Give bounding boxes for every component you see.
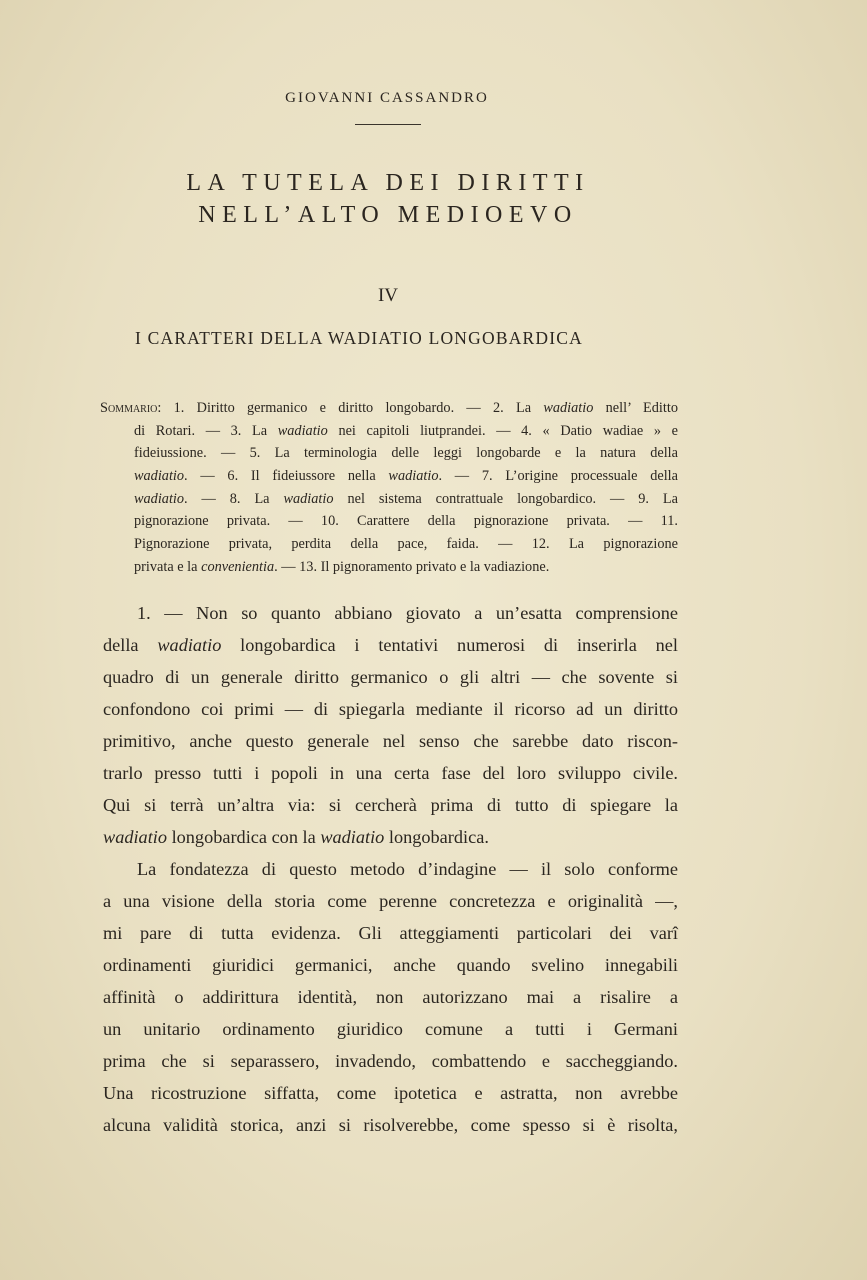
text-line bbox=[103, 1109, 678, 1141]
text-segment: . — 7. L’origine processuale della bbox=[438, 468, 678, 485]
text-line bbox=[103, 1045, 678, 1077]
text-segment: trarlo presso tutti i popoli in una certa fase del loro sviluppo civile. bbox=[103, 763, 678, 783]
text-segment: longobardica. bbox=[384, 827, 489, 847]
italic-term: wadiatio bbox=[134, 490, 185, 507]
text-line bbox=[103, 981, 678, 1013]
text-segment: Qui si terrà un’altra via: si cercherà prima di tutto di spiegare la bbox=[103, 795, 678, 815]
text-line bbox=[100, 556, 678, 579]
text-segment: primitivo, anche questo generale nel senso che sarebbe dato riscon- bbox=[103, 731, 678, 751]
summary-label: Sommario: bbox=[100, 400, 162, 416]
text-segment: confondono coi primi — di spiegarla mediante il ricorso ad un diritto bbox=[103, 699, 678, 719]
text-segment: privata e la bbox=[134, 558, 202, 575]
text-line bbox=[100, 510, 678, 533]
text-segment: Una ricostruzione siffatta, come ipotetica e astratta, non avrebbe bbox=[103, 1083, 678, 1103]
text-line bbox=[100, 488, 678, 511]
chapter-subtitle: I CARATTERI DELLA WADIATIO LONGOBARDICA bbox=[135, 328, 583, 348]
text-segment: . — 8. La bbox=[184, 490, 284, 507]
text-line bbox=[103, 1013, 678, 1045]
text-line bbox=[103, 853, 678, 885]
body-text bbox=[103, 597, 678, 1141]
title-line-1: LA TUTELA DEI DIRITTI bbox=[186, 170, 590, 196]
paragraph bbox=[103, 853, 678, 1141]
text-line bbox=[103, 821, 678, 853]
text-line bbox=[100, 533, 678, 556]
text-segment: longobardica i tentativi numerosi di inserirla nel bbox=[221, 635, 678, 655]
text-line bbox=[103, 885, 678, 917]
text-line bbox=[103, 629, 678, 661]
text-line bbox=[100, 420, 678, 443]
text-segment: pignorazione privata. — 10. Carattere della pignorazione privata. — 11. bbox=[134, 513, 678, 530]
text-line bbox=[100, 397, 678, 420]
text-segment: affinità o addirittura identità, non autorizzano mai a risalire a bbox=[103, 987, 678, 1007]
author-name: GIOVANNI CASSANDRO bbox=[285, 90, 489, 106]
title-line-2: NELL’ALTO MEDIOEVO bbox=[198, 202, 578, 228]
text-line bbox=[103, 725, 678, 757]
text-segment: ordinamenti giuridici germanici, anche quando svelino innegabili bbox=[103, 955, 678, 975]
text-line bbox=[100, 442, 678, 465]
text-segment: un unitario ordinamento giuridico comune a tutti i Germani bbox=[103, 1019, 678, 1039]
summary bbox=[100, 397, 678, 579]
text-segment: longobardica con la bbox=[167, 827, 321, 847]
text-segment: alcuna validità storica, anzi si risolverebbe, come spesso si è risolta, bbox=[103, 1115, 678, 1135]
text-line bbox=[100, 465, 678, 488]
italic-term: wadiatio bbox=[320, 827, 385, 847]
text-segment: Pignorazione privata, perdita della pace, faida. — 12. La pignorazione bbox=[134, 536, 678, 553]
text-segment: . — 6. Il fideiussore nella bbox=[184, 468, 389, 485]
italic-term: wadiatio bbox=[157, 635, 222, 655]
text-segment: . — 13. Il pignoramento privato e la vadiazione. bbox=[274, 558, 550, 575]
text-line bbox=[103, 661, 678, 693]
text-line bbox=[103, 757, 678, 789]
text-segment: di Rotari. — 3. La bbox=[134, 422, 278, 439]
italic-term: wadiatio bbox=[543, 400, 594, 416]
italic-term: wadiatio bbox=[134, 468, 185, 485]
text-segment: La fondatezza di questo metodo d’indagine — il solo conforme bbox=[137, 859, 678, 879]
paragraph bbox=[103, 597, 678, 853]
text-segment: nell’ Editto bbox=[593, 400, 678, 416]
text-segment: nei capitoli liutprandei. — 4. « Datio wadiae » e bbox=[327, 422, 678, 439]
text-segment: 1. Diritto germanico e diritto longobardo. — 2. La bbox=[161, 400, 544, 416]
text-segment: 1. — Non so quanto abbiano giovato a un’esatta comprensione bbox=[137, 603, 678, 623]
text-line bbox=[103, 693, 678, 725]
text-segment: della bbox=[103, 635, 158, 655]
text-line bbox=[103, 917, 678, 949]
text-segment: prima che si separassero, invadendo, combattendo e saccheggiando. bbox=[103, 1051, 678, 1071]
text-segment: nel sistema contrattuale longobardico. — 9. La bbox=[333, 490, 678, 507]
italic-term: wadiatio bbox=[388, 468, 439, 485]
text-segment: fideiussione. — 5. La terminologia delle leggi longobarde e la natura della bbox=[134, 445, 678, 462]
text-segment: mi pare di tutta evidenza. Gli atteggiamenti particolari dei varî bbox=[103, 923, 678, 943]
text-line bbox=[103, 597, 678, 629]
italic-term: wadiatio bbox=[277, 422, 328, 439]
italic-term: convenientia bbox=[201, 558, 275, 575]
italic-term: wadiatio bbox=[283, 490, 334, 507]
text-segment: quadro di un generale diritto germanico o gli altri — che sovente si bbox=[103, 667, 678, 687]
italic-term: wadiatio bbox=[103, 827, 167, 847]
text-line bbox=[103, 949, 678, 981]
text-line bbox=[103, 789, 678, 821]
text-line bbox=[103, 1077, 678, 1109]
author-rule bbox=[355, 124, 421, 125]
text-segment: a una visione della storia come perenne concretezza e originalità —, bbox=[103, 891, 678, 911]
part-number: IV bbox=[377, 285, 399, 306]
